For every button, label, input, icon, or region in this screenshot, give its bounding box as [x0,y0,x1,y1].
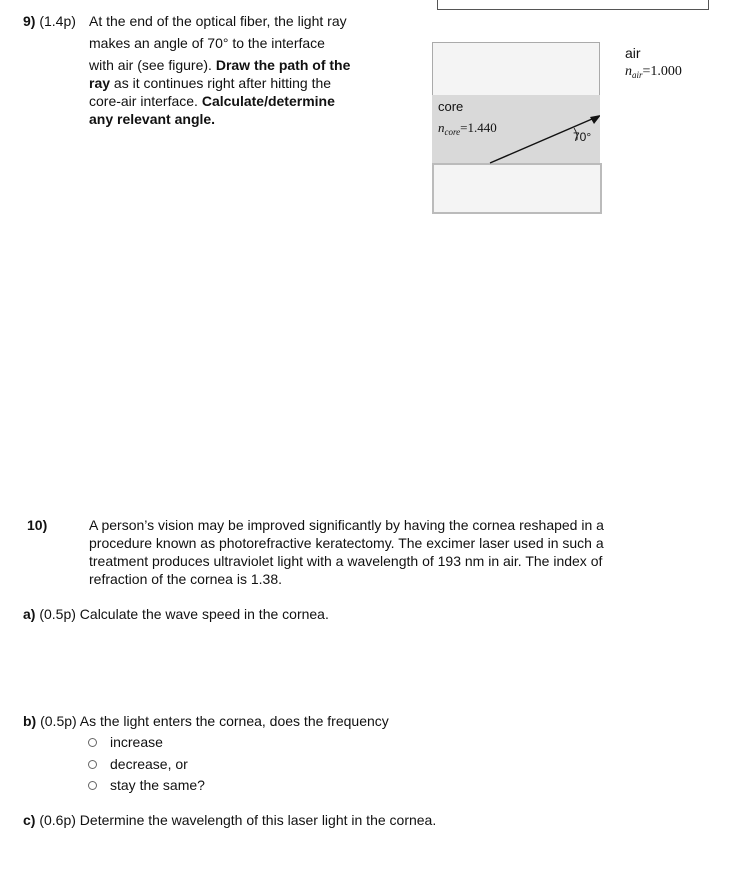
question-10-line-3: treatment produces ultraviolet light with a wavelength of 193 nm in air. The index of [89,553,603,569]
part-a: a) (0.5p) Calculate the wave speed in the cornea. [23,606,329,622]
angle-label: 70° [573,130,592,144]
question-9-line-6: any relevant angle. [89,111,216,127]
radio-stay-same[interactable] [88,781,97,790]
question-9-line-4: ray as it continues right after hitting the [89,75,332,91]
question-10-line-4: refraction of the cornea is 1.38. [89,571,282,587]
answer-box-fragment [437,0,709,10]
part-b: b) (0.5p) As the light enters the cornea, does the frequency [23,713,389,729]
radio-decrease[interactable] [88,760,97,769]
option-decrease[interactable]: decrease, or [88,756,188,772]
option-stay-same[interactable]: stay the same? [88,777,205,793]
question-9-points: (1.4p) [39,13,76,29]
question-10-line-2: procedure known as photorefractive keratectomy. The excimer laser used in such a [89,535,604,551]
question-9-line-5: core-air interface. Calculate/determine [89,93,335,109]
option-increase[interactable]: increase [88,734,163,750]
ray-arrowhead [590,115,600,124]
question-9-number: 9) (1.4p) [23,13,76,29]
air-label: air [625,45,641,61]
question-9-line-3: with air (see figure). Draw the path of the [89,57,351,73]
core-label: core [438,99,464,114]
radio-increase[interactable] [88,738,97,747]
n-core-label: $n_{core}=1.440$ [438,120,497,137]
question-9-line-2: makes an angle of 70° to the interface [89,35,325,51]
question-10-line-1: A person’s vision may be improved significantly by having the cornea reshaped in a [89,517,604,533]
n-air-label: $n_{air}=1.000$ [625,64,682,80]
question-9-line-1: At the end of the optical fiber, the light ray [89,13,347,29]
question-10-number: 10) [27,517,48,533]
part-c: c) (0.6p) Determine the wavelength of this laser light in the cornea. [23,812,437,828]
